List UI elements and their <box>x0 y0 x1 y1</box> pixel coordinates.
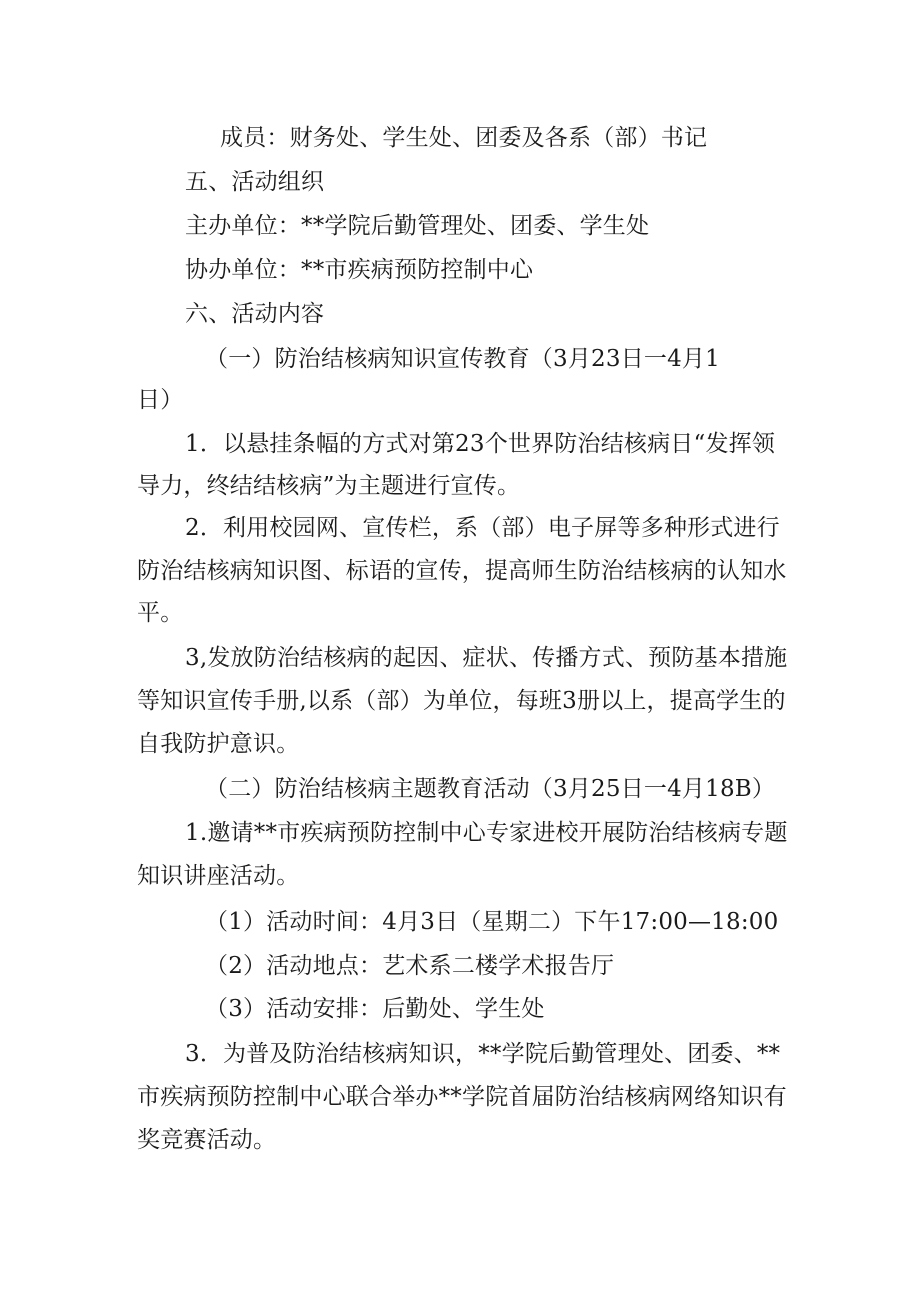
item-three-line-2: 等知识宣传手册,以系（部）为单位，每班3册以上，提高学生的 <box>137 688 786 714</box>
section-five-heading: 五、活动组织 <box>185 169 325 195</box>
section-six-heading: 六、活动内容 <box>185 301 325 327</box>
item-two-line-2: 防治结核病知识图、标语的宣传，提高师生防治结核病的认知水 <box>137 558 787 584</box>
activity-item-three-line-3: 奖竞赛活动。 <box>137 1127 277 1153</box>
activity-arrangement: （3）活动安排：后勤处、学生处 <box>205 996 545 1022</box>
activity-item-one-line-1: 1.邀请**市疾病预防控制中心专家进校开展防治结核病专题 <box>185 820 788 846</box>
organizer-line: 主办单位：**学院后勤管理处、团委、学生处 <box>185 213 650 239</box>
item-one-line-1: 1．以悬挂条幅的方式对第23个世界防治结核病日“发挥领 <box>185 431 776 457</box>
activity-item-three-line-2: 市疾病预防控制中心联合举办**学院首届防治结核病网络知识有 <box>137 1084 787 1110</box>
subsection-one-heading: （一）防治结核病知识宣传教育（3月23日一4月1 <box>205 346 720 372</box>
item-one-line-2: 导力，终结结核病”为主题进行宣传。 <box>137 473 521 499</box>
co-organizer-line: 协办单位：**市疾病预防控制中心 <box>185 257 534 283</box>
activity-location: （2）活动地点：艺术系二楼学术报告厅 <box>205 953 615 979</box>
item-two-line-1: 2．利用校园网、宣传栏，系（部）电子屏等多种形式进行 <box>185 515 780 541</box>
activity-item-one-line-2: 知识讲座活动。 <box>137 863 300 889</box>
activity-time: （1）活动时间：4月3日（星期二）下午17:00—18:00 <box>205 909 779 935</box>
subsection-one-heading-cont: 日） <box>137 387 184 413</box>
activity-item-three-line-1: 3．为普及防治结核病知识，**学院后勤管理处、团委、** <box>185 1041 781 1067</box>
members-line: 成员：财务处、学生处、团委及各系（部）书记 <box>220 125 708 151</box>
item-three-line-1: 3,发放防治结核病的起因、症状、传播方式、预防基本措施 <box>185 645 788 671</box>
subsection-two-heading: （二）防治结核病主题教育活动（3月25日一4月18B） <box>205 776 776 802</box>
item-three-line-3: 自我防护意识。 <box>137 731 300 757</box>
item-two-line-3: 平。 <box>137 600 184 626</box>
